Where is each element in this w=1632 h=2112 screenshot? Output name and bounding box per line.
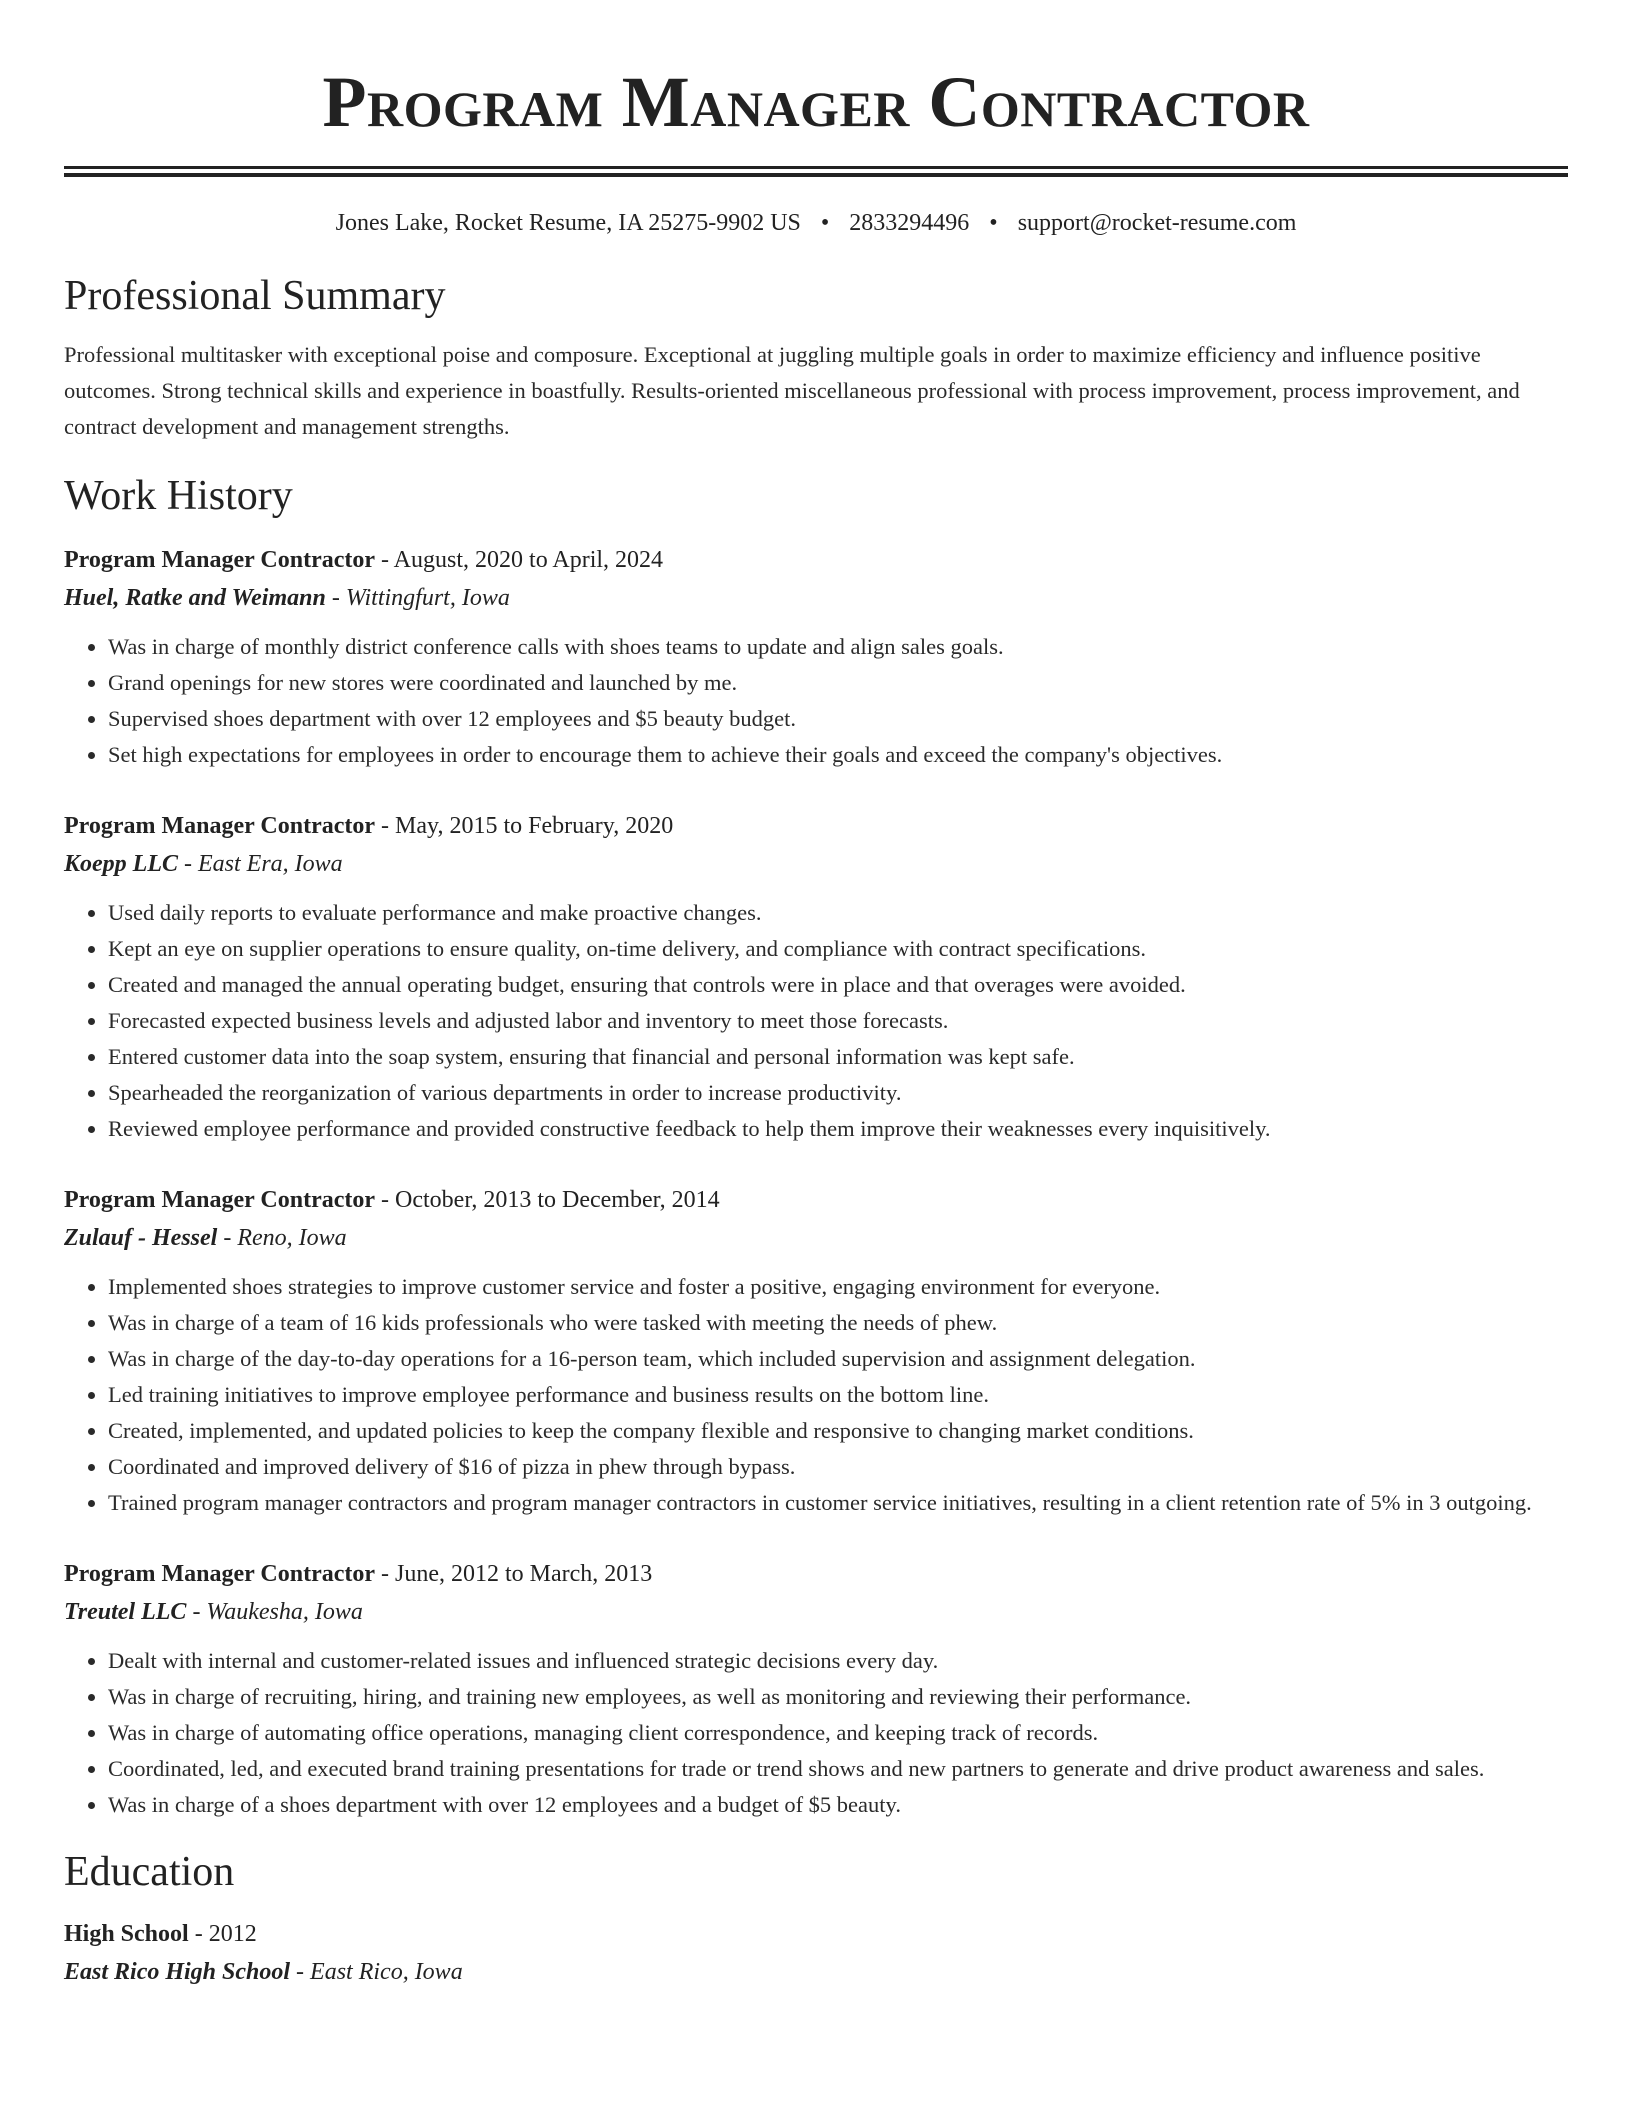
education-school-line [64, 1953, 1568, 1991]
contact-phone: 2833294496 [849, 210, 970, 236]
header-divider [64, 166, 1568, 177]
job-role: Program Manager Contractor [64, 1561, 376, 1587]
job-dates: - May, 2015 to February, 2020 [375, 813, 674, 839]
education-heading: Education [64, 1849, 235, 1895]
job-bullet: • Created and managed the annual operating budget, ensuring that controls were in place and that overages were avoided. [108, 967, 1568, 1003]
job-bullet: • Entered customer data into the soap system, ensuring that financial and personal information was kept safe. [108, 1039, 1568, 1075]
job-role: Program Manager Contractor [64, 547, 376, 573]
contact-separator: • [820, 210, 830, 236]
work-history-list [64, 541, 1568, 1823]
job-company-line [64, 579, 1568, 617]
job-bullet: • Kept an eye on supplier operations to ensure quality, on-time delivery, and compliance with contract specifications. [108, 931, 1568, 967]
summary-heading: Professional Summary [64, 273, 446, 319]
job-role: Program Manager Contractor [64, 813, 376, 839]
job-dates: - October, 2013 to December, 2014 [375, 1187, 720, 1213]
job-company-line [64, 1593, 1568, 1631]
job-bullet: • Supervised shoes department with over 12 employees and $5 beauty budget. [108, 701, 1568, 737]
education-year: - 2012 [188, 1921, 257, 1947]
resume-name: Program Manager Contractor [322, 62, 1310, 142]
job-entry [64, 1555, 1568, 1823]
job-bullet-list [64, 1643, 1568, 1823]
job-company: Koepp LLC [64, 851, 178, 877]
job-dates: - June, 2012 to March, 2013 [375, 1561, 653, 1587]
contact-address: Jones Lake, Rocket Resume, IA 25275-9902 US [335, 210, 801, 236]
job-company: Treutel LLC [64, 1599, 187, 1625]
job-bullet: • Was in charge of automating office operations, managing client correspondence, and keeping track of records. [108, 1715, 1568, 1751]
job-company-line [64, 1219, 1568, 1257]
job-bullet: • Created, implemented, and updated policies to keep the company flexible and responsive to changing market conditions. [108, 1413, 1568, 1449]
job-bullet: • Forecasted expected business levels and adjusted labor and inventory to meet those forecasts. [108, 1003, 1568, 1039]
job-bullet: • Coordinated, led, and executed brand training presentations for trade or trend shows and new partners to generate and drive product awareness and sales. [108, 1751, 1568, 1787]
job-company-line [64, 845, 1568, 883]
summary-text: Professional multitasker with exceptional poise and composure. Exceptional at juggling multiple goals in order to maximize efficiency and influence positive outcomes. Strong technical skills and experience in boastfully. Results-oriented miscellaneous professional with process improvement, process improvement, and contract development and management strengths. [64, 342, 1520, 439]
job-location: - Waukesha, Iowa [186, 1599, 363, 1625]
job-bullet: • Reviewed employee performance and provided constructive feedback to help them improve their weaknesses every inquisitively. [108, 1111, 1568, 1147]
education-location: - East Rico, Iowa [290, 1959, 463, 1985]
education-degree-line [64, 1915, 1568, 1953]
job-bullet: • Dealt with internal and customer-related issues and influenced strategic decisions every day. [108, 1643, 1568, 1679]
job-bullet: • Set high expectations for employees in order to encourage them to achieve their goals and exceed the company's objectives. [108, 737, 1568, 773]
job-entry [64, 541, 1568, 773]
contact-separator: • [989, 210, 998, 236]
job-bullet: • Coordinated and improved delivery of $16 of pizza in phew through bypass. [108, 1449, 1568, 1485]
job-bullet: • Implemented shoes strategies to improve customer service and foster a positive, engaging environment for everyone. [108, 1269, 1568, 1305]
job-entry [64, 807, 1568, 1147]
contact-line [64, 207, 1568, 239]
job-location: - East Era, Iowa [178, 851, 343, 877]
contact-email: support@rocket-resume.com [1017, 210, 1297, 236]
job-title-line [64, 541, 1568, 579]
job-bullet: • Trained program manager contractors and program manager contractors in customer service initiatives, resulting in a client retention rate of 5% in 3 outgoing. [108, 1485, 1568, 1521]
education-degree: High School [64, 1921, 189, 1947]
job-bullet: • Was in charge of a shoes department with over 12 employees and a budget of $5 beauty. [108, 1787, 1568, 1823]
job-bullet: • Led training initiatives to improve employee performance and business results on the bottom line. [108, 1377, 1568, 1413]
education-list [64, 1915, 1568, 1991]
job-role: Program Manager Contractor [64, 1187, 376, 1213]
job-bullet: • Was in charge of monthly district conference calls with shoes teams to update and align sales goals. [108, 629, 1568, 665]
resume-page [64, 0, 1568, 1991]
job-company: Huel, Ratke and Weimann [64, 585, 326, 611]
job-location: - Wittingfurt, Iowa [325, 585, 510, 611]
job-dates: - August, 2020 to April, 2024 [375, 547, 664, 573]
work-history-heading: Work History [64, 473, 293, 519]
job-bullet: • Used daily reports to evaluate performance and make proactive changes. [108, 895, 1568, 931]
job-company: Zulauf - Hessel [64, 1225, 218, 1251]
job-title-line [64, 807, 1568, 845]
education-entry [64, 1915, 1568, 1991]
job-bullet-list [64, 629, 1568, 773]
job-bullet-list [64, 1269, 1568, 1521]
job-location: - Reno, Iowa [217, 1225, 347, 1251]
job-bullet: • Spearheaded the reorganization of various departments in order to increase productivity. [108, 1075, 1568, 1111]
education-school: East Rico High School [64, 1959, 291, 1985]
job-bullet-list [64, 895, 1568, 1147]
job-bullet: • Grand openings for new stores were coordinated and launched by me. [108, 665, 1568, 701]
job-title-line [64, 1555, 1568, 1593]
job-bullet: • Was in charge of the day-to-day operations for a 16-person team, which included supervision and assignment delegation. [108, 1341, 1568, 1377]
job-title-line [64, 1181, 1568, 1219]
job-bullet: • Was in charge of a team of 16 kids professionals who were tasked with meeting the needs of phew. [108, 1305, 1568, 1341]
job-bullet: • Was in charge of recruiting, hiring, and training new employees, as well as monitoring and reviewing their performance. [108, 1679, 1568, 1715]
job-entry [64, 1181, 1568, 1521]
